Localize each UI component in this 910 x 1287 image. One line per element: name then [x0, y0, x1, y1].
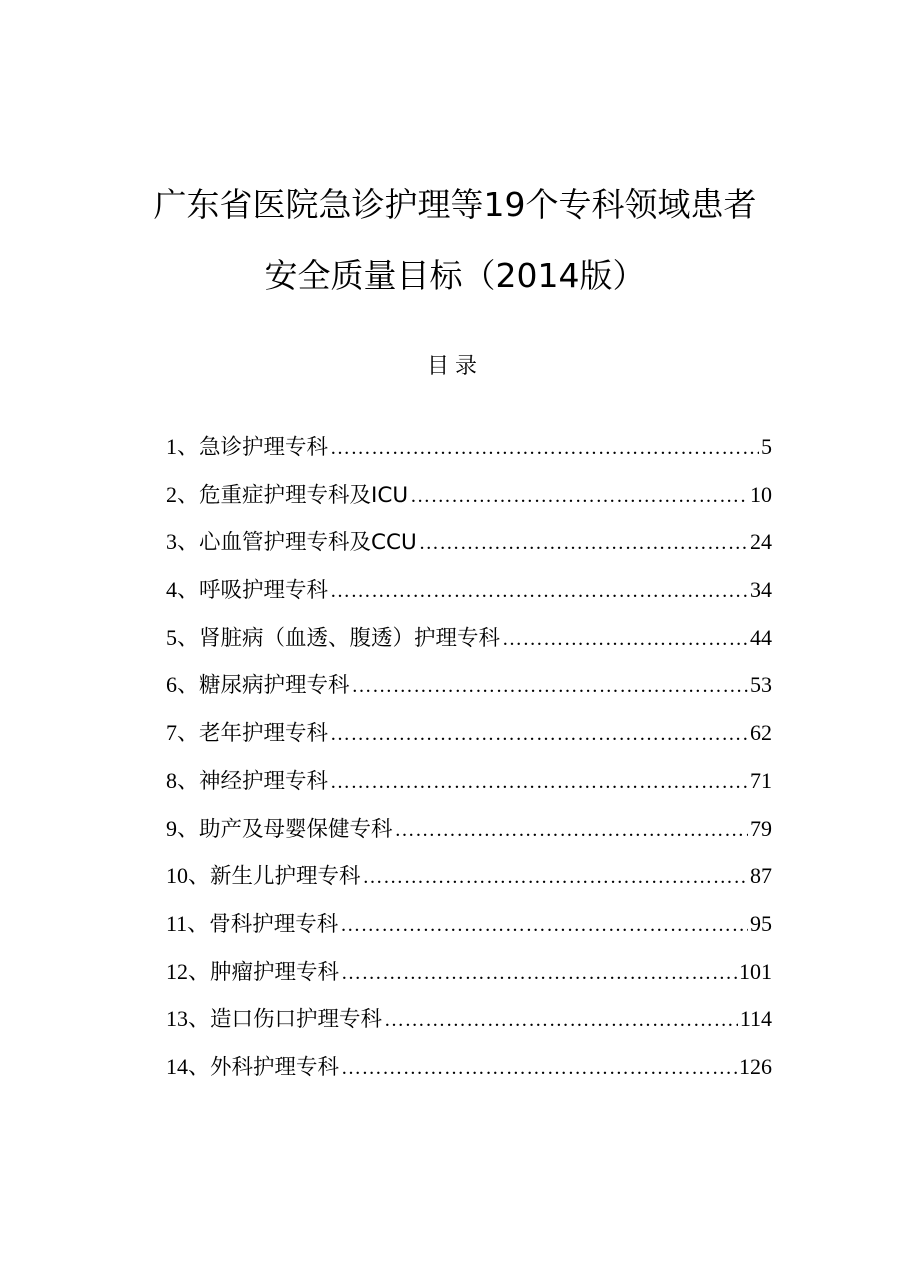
- toc-entry[interactable]: [166, 812, 772, 860]
- toc-entry-label: 助产及母婴保健专科: [199, 816, 393, 842]
- toc-dot-leader: [419, 532, 748, 555]
- document-title-line-2: 安全质量目标（2014版）: [264, 256, 646, 295]
- toc-entry-number: 5、: [166, 624, 200, 650]
- toc-entry[interactable]: [166, 573, 772, 621]
- toc-entry[interactable]: [166, 621, 772, 669]
- toc-entry[interactable]: [166, 764, 772, 812]
- document-title-line-1: 广东省医院急诊护理等19个专科领域患者: [153, 185, 757, 224]
- toc-entry-label: 心血管护理专科及CCU: [199, 530, 417, 556]
- toc-entry[interactable]: [166, 907, 772, 955]
- toc-entry-page: 79: [750, 815, 772, 841]
- toc-entry-number: 10、: [166, 863, 211, 889]
- toc-entry-label: 造口伤口护理专科: [210, 1007, 383, 1033]
- toc-entry[interactable]: [166, 525, 772, 573]
- toc-dot-leader: [330, 723, 748, 746]
- toc-entry[interactable]: [166, 478, 772, 526]
- toc-entry-page: 34: [750, 577, 772, 603]
- toc-entry-number: 11、: [166, 910, 210, 936]
- toc-entry-page: 95: [750, 910, 772, 936]
- toc-entry-label: 呼吸护理专科: [199, 578, 329, 604]
- toc-entry-label: 老年护理专科: [199, 721, 329, 747]
- toc-entry-number: 6、: [166, 672, 200, 698]
- toc-entry-page: 10: [750, 481, 772, 507]
- toc-entry-page: 44: [750, 624, 772, 650]
- toc-entry[interactable]: [166, 716, 772, 764]
- toc-dot-leader: [330, 437, 759, 460]
- toc-entry-number: 8、: [166, 767, 200, 793]
- toc-entry-page: 62: [750, 720, 772, 746]
- toc-entry-label: 糖尿病护理专科: [199, 673, 350, 699]
- toc-entry-number: 12、: [166, 958, 211, 984]
- toc-entry-page: 53: [750, 672, 772, 698]
- toc-dot-leader: [340, 914, 748, 937]
- toc-entry-label: 骨科护理专科: [209, 911, 339, 937]
- toc-entry-number: 1、: [166, 434, 200, 459]
- toc-entry-number: 4、: [166, 577, 200, 603]
- toc-entry-number: 7、: [166, 720, 200, 746]
- toc-entry-page: 24: [750, 529, 772, 555]
- toc-entry-page: 71: [750, 767, 772, 793]
- toc-entry-number: 3、: [166, 529, 200, 555]
- toc-entry-label: 外科护理专科: [210, 1054, 340, 1080]
- toc-entry-page: 101: [739, 958, 772, 984]
- toc-dot-leader: [341, 1057, 737, 1080]
- toc-dot-leader: [410, 485, 748, 508]
- toc-entry-page: 114: [739, 1006, 772, 1032]
- toc-dot-leader: [502, 628, 748, 651]
- toc-entry-page: 5: [761, 434, 772, 459]
- toc-entry-label: 急诊护理专科: [199, 435, 329, 460]
- toc-entry[interactable]: [166, 1002, 772, 1050]
- toc-entry[interactable]: [166, 859, 772, 907]
- toc-entry-page: 126: [739, 1053, 772, 1079]
- toc-dot-leader: [330, 580, 748, 603]
- toc-entry-label: 肾脏病（血透、腹透）护理专科: [199, 625, 501, 651]
- toc-entry-label: 危重症护理专科及ICU: [199, 482, 409, 508]
- toc-entry-number: 13、: [166, 1006, 211, 1032]
- toc-dot-leader: [341, 962, 737, 985]
- toc-dot-leader: [352, 675, 748, 698]
- toc-dot-leader: [395, 819, 748, 842]
- toc-dot-leader: [330, 771, 748, 794]
- toc-dot-leader: [384, 1009, 738, 1032]
- toc-entry[interactable]: [166, 430, 772, 478]
- toc-entry-page: 87: [750, 863, 772, 889]
- toc-entry-number: 2、: [166, 481, 200, 507]
- toc-entry-label: 新生儿护理专科: [210, 864, 361, 890]
- toc-entry-label: 肿瘤护理专科: [210, 959, 340, 985]
- toc-entry[interactable]: [166, 1050, 772, 1098]
- toc-dot-leader: [363, 866, 748, 889]
- table-of-contents: [166, 430, 772, 1098]
- toc-entry-label: 神经护理专科: [199, 768, 329, 794]
- toc-entry[interactable]: [166, 668, 772, 716]
- toc-entry-number: 9、: [166, 815, 200, 841]
- toc-heading: 目录: [426, 354, 483, 379]
- toc-entry-number: 14、: [166, 1053, 211, 1079]
- toc-entry[interactable]: [166, 955, 772, 1003]
